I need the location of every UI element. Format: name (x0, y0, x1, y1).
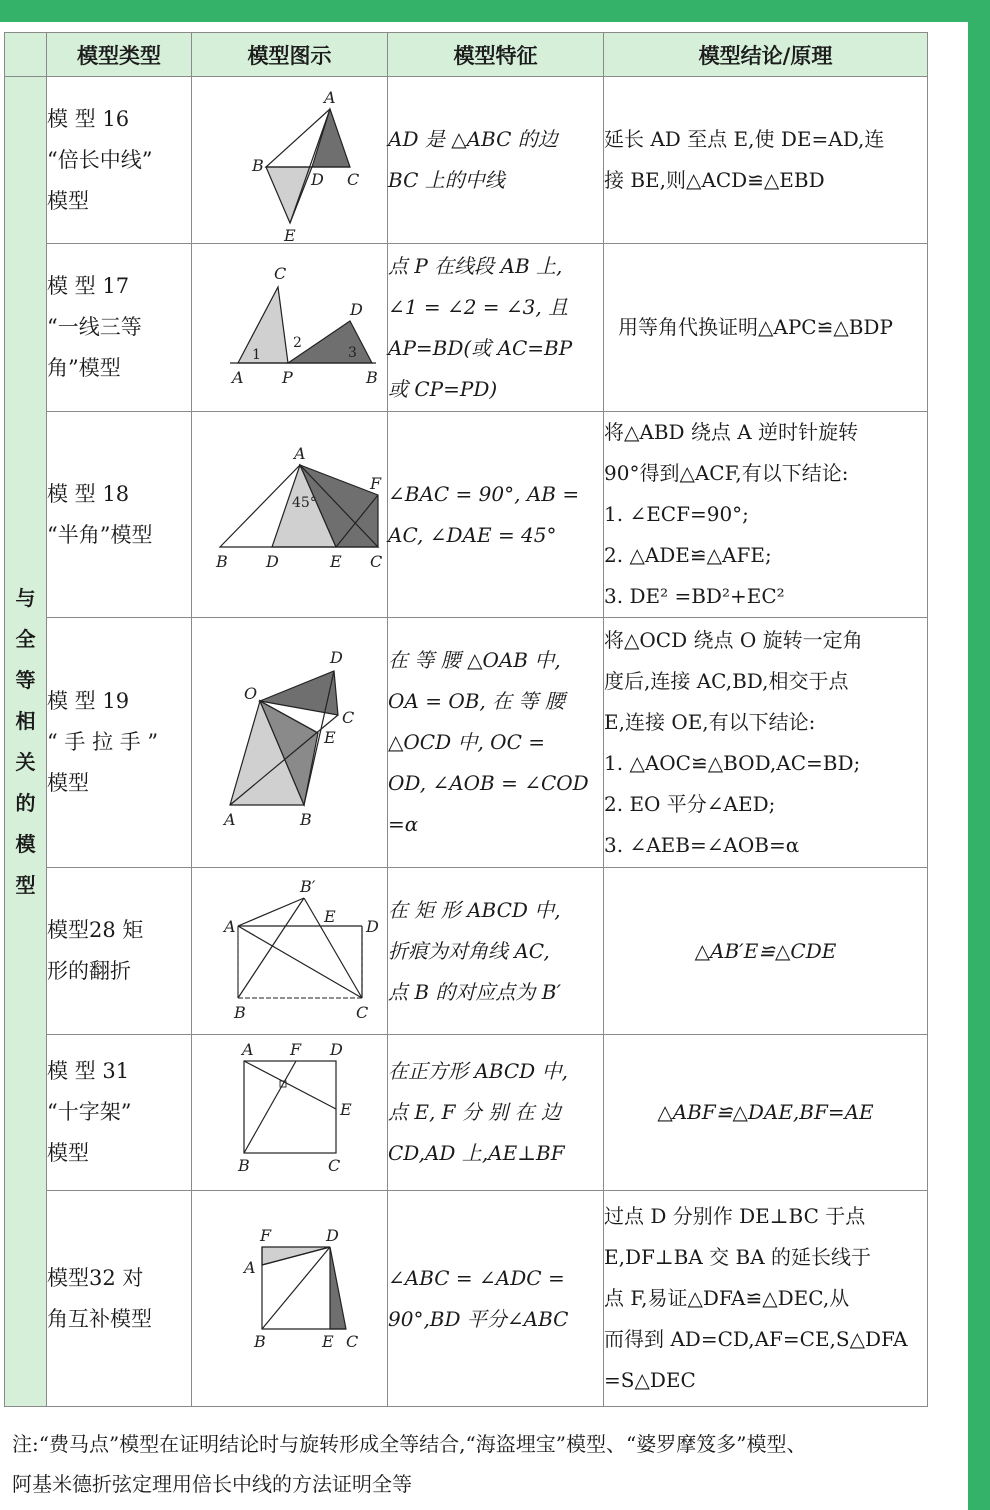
model-conclusion-cell: 将△ABD 绕点 A 逆时针旋转 90°得到△ACF,有以下结论: 1. ∠ECF=90°; 2. △ADE≌△AFE; 3. DE² =BD²+EC² (604, 412, 928, 618)
footnote: 注:“费马点”模型在证明结论时与旋转形成全等结合,“海盗埋宝”模型、“婆罗摩笈多”模型、 阿基米德折弦定理用倍长中线的方法证明全等 (12, 1432, 807, 1496)
header-corner (5, 33, 47, 77)
svg-text:E: E (323, 727, 336, 747)
model-type-cell: 模型28 矩 形的翻折 (47, 868, 192, 1035)
figure-cross-frame (192, 1035, 388, 1191)
svg-text:A: A (293, 443, 306, 463)
svg-text:E: E (329, 551, 342, 571)
header-model-figure: 模型图示 (192, 33, 388, 77)
model-feature-cell: 在 等 腰 △OAB 中, OA = OB, 在 等 腰 △OCD 中, OC = OD, ∠AOB = ∠COD =α (388, 618, 604, 868)
svg-text:B: B (237, 1155, 250, 1175)
svg-text:F: F (289, 1039, 301, 1059)
svg-text:2: 2 (292, 334, 302, 351)
svg-text:D: D (329, 1039, 343, 1059)
figure-rectangle-fold (192, 868, 388, 1035)
table-row (5, 618, 928, 868)
table-row (5, 77, 928, 244)
figure-one-line-three-angles (192, 244, 388, 412)
model-conclusion-cell: △AB′E≌△CDE (604, 868, 928, 1035)
model-feature-cell: 点 P 在线段 AB 上, ∠1 = ∠2 = ∠3, 且 AP=BD(或 AC=BP 或 CP=PD) (388, 244, 604, 412)
svg-text:D: D (310, 170, 324, 189)
model-type-cell: 模 型 17 “一线三等 角”模型 (47, 244, 192, 412)
figure-hand-in-hand (192, 618, 388, 868)
right-green-bar (968, 0, 990, 1510)
svg-text:45°: 45° (291, 494, 317, 511)
diagram-half-angle (200, 435, 380, 595)
diagram-rectangle-fold (200, 876, 380, 1026)
svg-text:A: A (223, 917, 236, 936)
model-feature-cell: ∠BAC = 90°, AB = AC, ∠DAE = 45° (388, 412, 604, 618)
svg-text:B: B (299, 809, 312, 829)
model-type-cell: 模 型 18 “半角”模型 (47, 412, 192, 618)
diagram-cross-frame (200, 1039, 380, 1183)
model-conclusion-cell: 将△OCD 绕点 O 旋转一定角 度后,连接 AC,BD,相交于点 E,连接 OE,有以下结论: 1. △AOC≌△BOD,AC=BD; 2. EO 平分∠AED; 3. ∠AEB=∠AOB=α (604, 618, 928, 868)
model-conclusion-cell: 延长 AD 至点 E,使 DE=AD,连 接 BE,则△ACD≌△EBD (604, 77, 928, 244)
svg-text:3: 3 (347, 344, 357, 361)
header-model-feature: 模型特征 (388, 33, 604, 77)
svg-text:O: O (243, 683, 257, 703)
svg-text:E: E (339, 1099, 352, 1119)
svg-text:B: B (233, 1003, 246, 1022)
svg-text:A: A (243, 1257, 256, 1277)
side-label: 与 全 等 相 关 的 模 型 (5, 77, 47, 1407)
header-model-conclusion: 模型结论/原理 (604, 33, 928, 77)
svg-text:A: A (231, 367, 244, 387)
svg-text:D: D (349, 299, 363, 319)
svg-text:1: 1 (251, 346, 261, 363)
svg-text:C: C (273, 263, 286, 283)
table-row (5, 1191, 928, 1407)
svg-text:C: C (369, 551, 382, 571)
table-row (5, 868, 928, 1035)
model-conclusion-cell: △ABF≌△DAE,BF=AE (604, 1035, 928, 1191)
model-feature-cell: AD 是 △ABC 的边 BC 上的中线 (388, 77, 604, 244)
diagram-one-line-three-angles (200, 253, 380, 403)
model-type-cell: 模 型 31 “十字架” 模型 (47, 1035, 192, 1191)
top-green-bar (0, 0, 990, 22)
svg-text:B: B (251, 156, 264, 175)
svg-text:A: A (241, 1039, 254, 1059)
model-type-cell: 模型32 对 角互补模型 (47, 1191, 192, 1407)
model-feature-cell: ∠ABC = ∠ADC = 90°,BD 平分∠ABC (388, 1191, 604, 1407)
page (0, 22, 968, 1510)
svg-text:D: D (329, 647, 343, 667)
figure-diagonal-complement (192, 1191, 388, 1407)
svg-text:B: B (365, 367, 378, 387)
svg-text:E: E (283, 226, 296, 245)
svg-text:C: C (341, 707, 354, 727)
diagram-median-double (200, 85, 380, 245)
table-row (5, 244, 928, 412)
figure-half-angle (192, 412, 388, 618)
diagram-diagonal-complement (200, 1225, 380, 1369)
table-row (5, 1035, 928, 1191)
svg-text:F: F (259, 1225, 271, 1245)
svg-text:D: D (365, 917, 379, 936)
svg-text:E: E (321, 1331, 334, 1351)
svg-text:P: P (281, 367, 293, 387)
svg-text:A: A (223, 809, 236, 829)
svg-text:D: D (325, 1225, 339, 1245)
svg-text:A: A (323, 88, 336, 107)
model-type-cell: 模 型 19 “ 手 拉 手 ” 模型 (47, 618, 192, 868)
model-conclusion-cell: 过点 D 分别作 DE⊥BC 于点 E,DF⊥BA 交 BA 的延长线于 点 F,易证△DFA≌△DEC,从 而得到 AD=CD,AF=CE,S△DFA =S△DEC (604, 1191, 928, 1407)
model-feature-cell: 在正方形 ABCD 中, 点 E, F 分 别 在 边 CD,AD 上,AE⊥BF (388, 1035, 604, 1191)
svg-text:E: E (323, 907, 336, 926)
svg-text:B: B (215, 551, 228, 571)
svg-text:C: C (355, 1003, 368, 1022)
model-feature-cell: 在 矩 形 ABCD 中, 折痕为对角线 AC, 点 B 的对应点为 B′ (388, 868, 604, 1035)
header-model-type: 模型类型 (47, 33, 192, 77)
svg-text:D: D (265, 551, 279, 571)
table-row (5, 412, 928, 618)
models-table (4, 32, 928, 1407)
svg-text:C: C (327, 1155, 340, 1175)
svg-text:C: C (346, 170, 359, 189)
model-conclusion-cell: 用等角代换证明△APC≌△BDP (604, 244, 928, 412)
svg-text:C: C (345, 1331, 358, 1351)
model-type-cell: 模 型 16 “倍长中线” 模型 (47, 77, 192, 244)
svg-text:B′: B′ (299, 877, 315, 896)
table-header-row (5, 33, 928, 77)
svg-text:B: B (253, 1331, 266, 1351)
svg-text:F: F (369, 473, 381, 493)
figure-median-double (192, 77, 388, 244)
diagram-hand-in-hand (200, 643, 380, 843)
